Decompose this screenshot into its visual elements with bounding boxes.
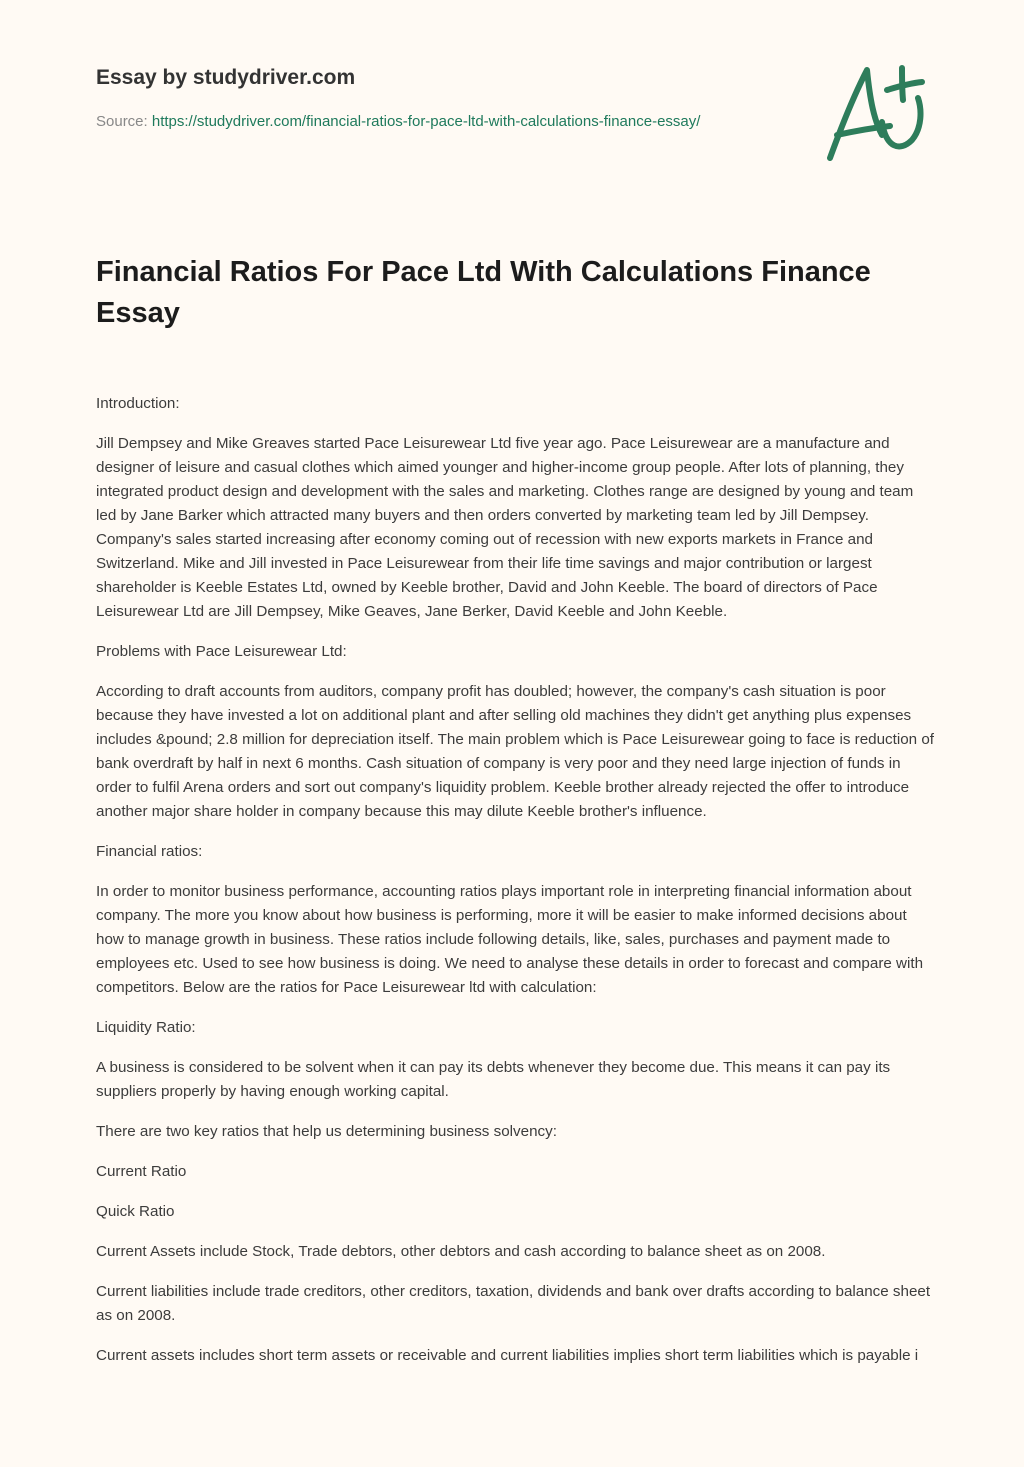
article-title: Financial Ratios For Pace Ltd With Calculations Finance Essay [96,256,871,329]
paragraph: Current assets includes short term assets or receivable and current liabilities implies short term liabilities which is payable i [96,1347,919,1364]
paragraph: Current Assets include Stock, Trade debtors, other debtors and cash according to balance sheet as on 2008. [96,1243,826,1260]
list-item-current-ratio: Current Ratio [96,1163,187,1180]
source-link[interactable]: https://studydriver.com/financial-ratios-for-pace-ltd-with-calculations-finance-essay/ [151,113,701,130]
paragraph: Current liabilities include trade creditors, other creditors, taxation, dividends and bank over drafts according to balance sheet as on 2008. [96,1283,931,1324]
paragraph: A business is considered to be solvent when it can pay its debts whenever they become due. This means it can pay its suppliers properly by having enough working capital. [96,1059,891,1100]
paragraph: Jill Dempsey and Mike Greaves started Pace Leisurewear Ltd five year ago. Pace Leisurewear are a manufacture and designer of leisure and casual clothes which aimed younger and higher-income group people. After lots of planning, they integrated product design and development with the sales and marketing. Clothes range are designed by young and team led by Jane Barker which attracted many buyers and then orders converted by marketing team led by Jill Dempsey. Company's sales started increasing after economy coming out of recession with new exports markets in France and Switzerland. Mike and Jill invested in Pace Leisurewear from their life time savings and major contribution or largest shareholder is Keeble Estates Ltd, owned by Keeble brother, David and John Keeble. The board of directors of Pace Leisurewear Ltd are Jill Dempsey, Mike Geaves, Jane Berker, David Keeble and John Keeble. [96,435,914,620]
paragraph: According to draft accounts from auditors, company profit has doubled; however, the company's cash situation is poor because they have invested a lot on additional plant and after selling old machines they didn't get anything plus expenses includes &pound; 2.8 million for depreciation itself. The main problem which is Pace Leisurewear going to face is reduction of bank overdraft by half in next 6 months. Cash situation of company is very poor and they need large injection of funds in order to fulfil Arena orders and sort out company's liquidity problem. Keeble brother already rejected the offer to introduce another major share holder in company because this may dilute Keeble brother's influence. [96,683,935,820]
paragraph: In order to monitor business performance, accounting ratios plays important role in interpreting financial information about company. The more you know about how business is performing, more it will be easier to make informed decisions about how to manage growth in business. These ratios include following details, like, sales, purchases and payment made to employees etc. Used to see how business is doing. We need to analyse these details in order to forecast and compare with competitors. Below are the ratios for Pace Leisurewear ltd with calculation: [96,883,924,996]
site-title: Essay by studydriver.com [96,66,356,89]
section-heading-problems: Problems with Pace Leisurewear Ltd: [96,643,347,660]
source-label: Source: [96,113,152,130]
source-line [96,110,756,134]
paragraph: There are two key ratios that help us determining business solvency: [96,1123,557,1140]
section-heading-financial-ratios: Financial ratios: [96,843,203,860]
page-header [96,60,756,134]
section-heading-introduction: Introduction: [96,395,180,412]
section-heading-liquidity-ratio: Liquidity Ratio: [96,1019,196,1036]
a-plus-grade-icon [820,40,930,170]
article-body [96,392,936,1384]
list-item-quick-ratio: Quick Ratio [96,1203,175,1220]
